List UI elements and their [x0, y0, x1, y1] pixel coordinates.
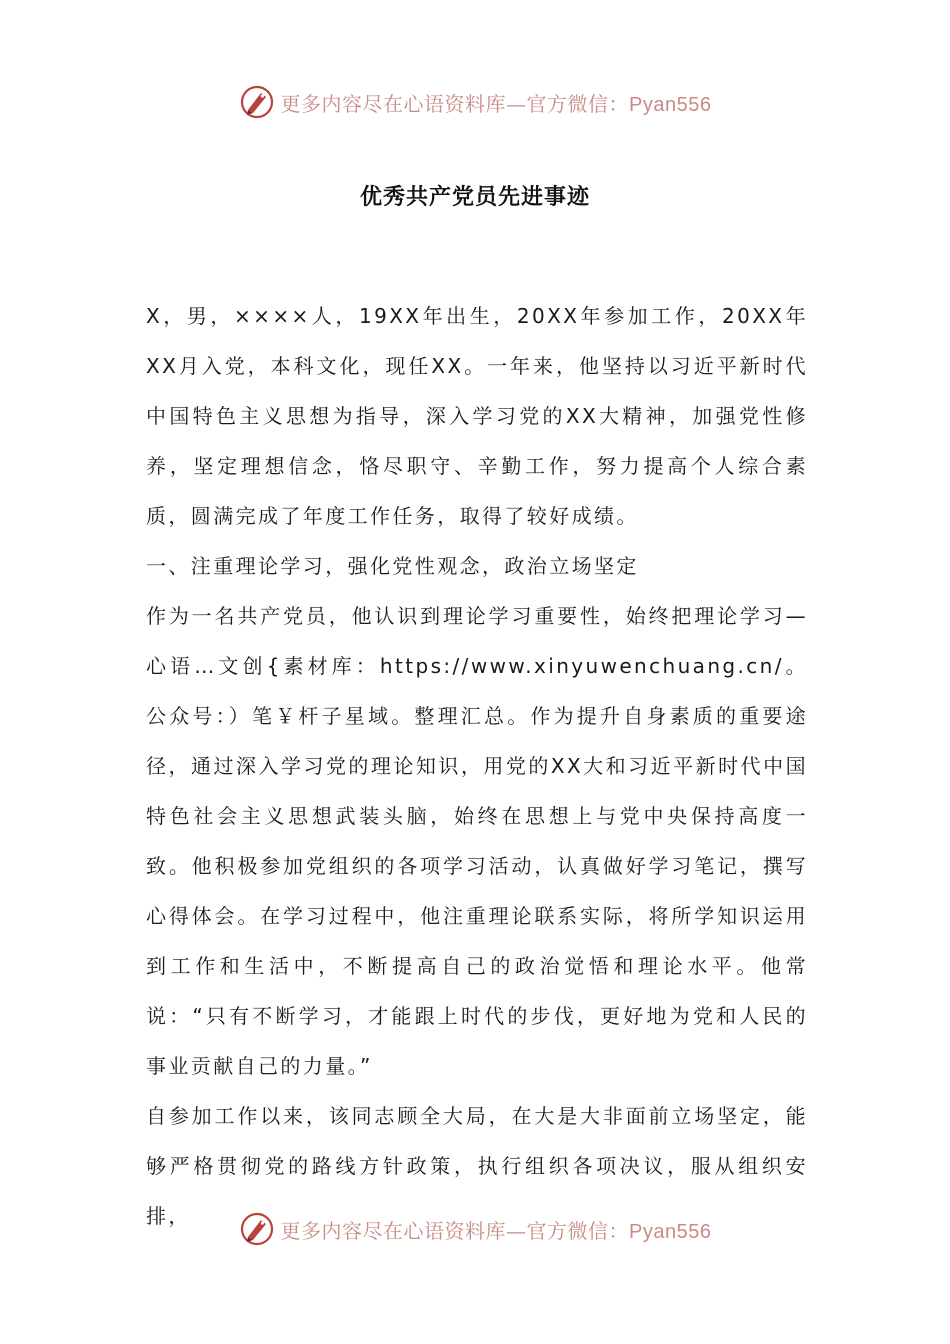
- document-body: [146, 291, 808, 1241]
- section-heading: 一、注重理论学习，强化党性观念，政治立场坚定: [146, 554, 639, 578]
- paragraph-theory-study: 作为一名共产党员，他认识到理论学习重要性，始终把理论学习—心语…文创{素材库：https://www.xinyuwenchuang.cn/。公众号：）笔￥杆子星域。整理汇总。作为提升自身素质的重要途径，通过深入学习党的理论知识，用党的XX大和习近平新时代中国特色社会主义思想武装头脑，始终在思想上与党中央保持高度一致。他积极参加党组织的各项学习活动，认真做好学习笔记，撰写心得体会。在学习过程中，他注重理论联系实际，将所学知识运用到工作和生活中，不断提高自己的政治觉悟和理论水平。他常说：“只有不断学习，才能跟上时代的步伐，更好地为党和人民的事业贡献自己的力量。”: [146, 604, 808, 1078]
- pen-nib-circle-icon: [239, 84, 275, 120]
- header-watermark: [0, 82, 950, 122]
- watermark-text: 更多内容尽在心语资料库—官方微信：Pyan556: [280, 1218, 712, 1243]
- wechat-id: Pyan556: [629, 1220, 712, 1243]
- document-title: 优秀共产党员先进事迹: [359, 184, 590, 210]
- watermark-text: 更多内容尽在心语资料库—官方微信：Pyan556: [280, 91, 712, 116]
- wechat-id: Pyan556: [629, 93, 712, 116]
- paragraph-intro: X，男，××××人，19XX年出生，20XX年参加工作，20XX年XX月入党，本科文化，现任XX。一年来，他坚持以习近平新时代中国特色主义思想为指导，深入学习党的XX大精神，加强党性修养，坚定理想信念，恪尽职守、辛勤工作，努力提高个人综合素质，圆满完成了年度工作任务，取得了较好成绩。: [146, 304, 808, 528]
- paragraph-since-work: 自参加工作以来，该同志顾全大局，在大是大非面前立场坚定，能够严格贯彻党的路线方针政策，执行组织各项决议，服从组织安排，: [146, 1104, 808, 1228]
- footer-watermark: [0, 1209, 950, 1249]
- pen-nib-circle-icon: [239, 1211, 275, 1247]
